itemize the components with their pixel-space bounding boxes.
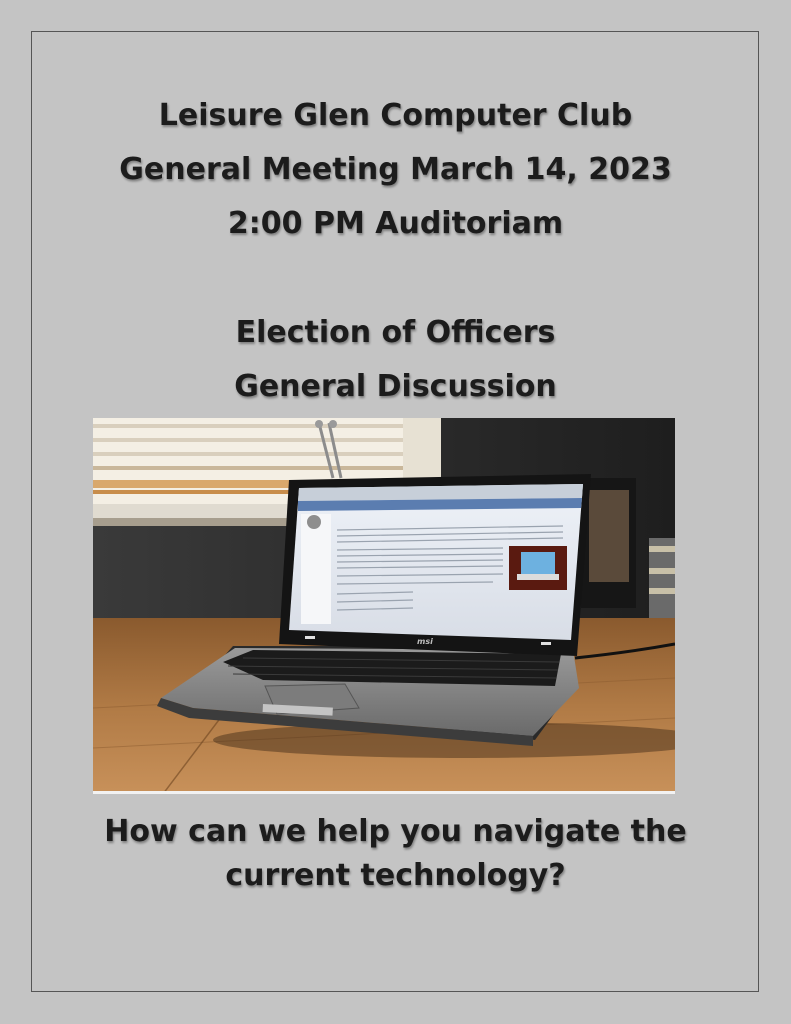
meeting-time-location: 2:00 PM Auditoriam: [227, 206, 564, 241]
meeting-date: General Meeting March 14, 2023: [119, 152, 672, 187]
club-title: Leisure Glen Computer Club: [158, 98, 633, 133]
agenda-item-election: Election of Officers: [235, 315, 556, 350]
question-line-1: How can we help you navigate the: [104, 814, 687, 849]
laptop-brand-logo: msi: [417, 637, 433, 646]
agenda-item-discussion: General Discussion: [234, 369, 557, 404]
laptop-photo: [93, 418, 675, 794]
question-line-2: current technology?: [225, 858, 566, 893]
